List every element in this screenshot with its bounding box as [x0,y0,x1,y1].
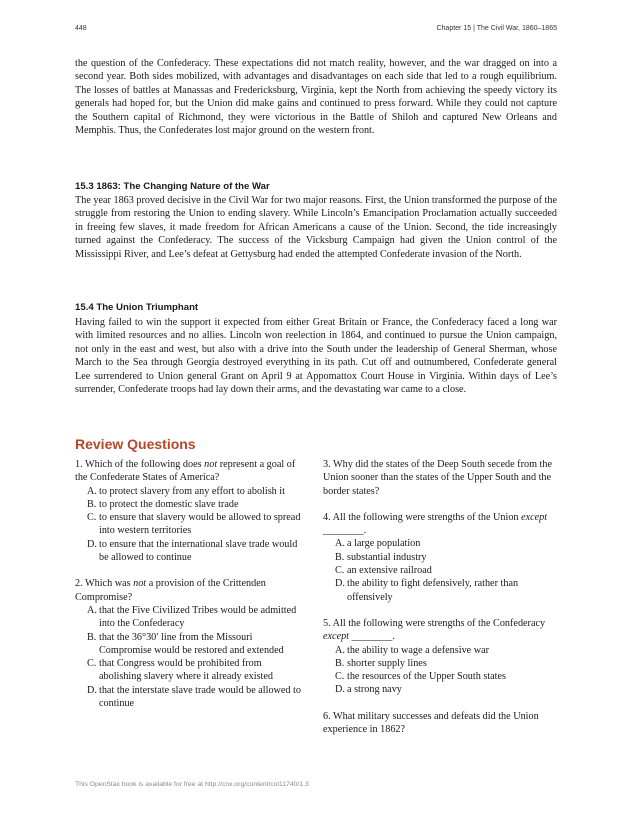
option-text: to ensure that the international slave trade would be allowed to continue [99,538,298,564]
option-text: the ability to wage a defensive war [347,644,490,656]
page-number: 448 [75,25,87,32]
answer-option [75,657,303,684]
option-letter: A. [335,644,345,656]
question-stem [323,710,555,737]
question-text: All the following were strengths of the Confederacy [332,617,546,629]
review-question [75,458,303,564]
option-letter: D. [335,684,345,696]
option-text: substantial industry [347,551,427,563]
review-question [323,710,555,737]
option-letter: C. [87,512,97,524]
review-column-right [323,458,555,749]
footer-note: This OpenStax book is available for free at http://cnx.org/content/col11740/1.3 [75,781,309,788]
option-text: the ability to fight defensively, rather than offensively [347,578,519,603]
question-emphasis: except [323,631,350,643]
answer-option [323,644,555,657]
running-header: Chapter 15 | The Civil War, 1860–1865 [436,25,557,32]
question-emphasis: not [133,578,147,590]
option-letter: D. [87,684,97,696]
question-emphasis: not [204,459,218,470]
review-question [75,577,303,710]
question-number: 6. [323,710,331,722]
option-letter: A. [87,604,97,616]
section-heading-15-4: 15.4 The Union Triumphant [75,302,199,313]
review-question [323,511,555,604]
review-column-left [75,458,303,723]
question-emphasis: except [521,511,548,523]
question-text-end: ________. [349,631,395,643]
answer-option [323,577,555,604]
question-text-end: ________. [323,525,367,537]
answer-options [323,644,555,697]
answer-option [75,538,303,565]
answer-option [75,684,303,711]
review-question [323,458,555,498]
question-text: Which was [85,578,134,590]
question-number: 1. [75,459,83,470]
section-heading-15-3: 15.3 1863: The Changing Nature of the War [75,181,270,192]
answer-option [323,670,555,683]
question-text-end: a provision of the Crittenden Compromise? [75,578,266,603]
answer-option [323,683,555,696]
option-text: to ensure that slavery would be allowed to spread into western territories [99,512,301,537]
answer-option [323,551,555,564]
question-stem [323,511,555,538]
question-stem [75,577,303,604]
answer-option [75,511,303,538]
option-text: to protect the domestic slave trade [99,498,239,510]
answer-options [323,537,555,603]
answer-option [323,537,555,550]
option-letter: B. [87,631,97,643]
option-letter: C. [335,565,345,577]
option-text: that the interstate slave trade would be allowed to continue [99,684,301,710]
option-letter: A. [87,485,97,497]
option-text: to protect slavery from any effort to abolish it [99,485,285,497]
option-text: shorter supply lines [347,657,427,669]
question-text: Which of the following does [85,459,205,470]
option-letter: D. [87,538,97,550]
answer-option [75,485,303,498]
answer-option [75,604,303,631]
answer-options [75,604,303,710]
option-letter: B. [335,551,345,563]
option-text: a large population [347,538,421,550]
question-text: What military successes and defeats did the Union experience in 1862? [323,710,539,736]
option-letter: B. [87,498,97,510]
answer-option [323,657,555,670]
option-letter: C. [335,671,345,683]
section-body-15-3: The year 1863 proved decisive in the Civil War for two major reasons. First, the Union transformed the purpose of the struggle from restoring the Union to ending slavery. While Lincoln’s Emancipation Proclamation actually succeeded in freeing few slaves, it made freedom for African Americans a cause of the Union. Second, the tide increasingly turned against the Confederacy. The success of the Vicksburg Campaign had given the Union control of the Mississippi River, and Lee’s defeat at Gettysburg had ended the attempted Confederate invasion of the North. [75,195,557,260]
answer-options [75,485,303,565]
question-text: Why did the states of the Deep South secede from the Union sooner than the states of the Upper South and the border states? [323,459,552,497]
answer-option [75,631,303,658]
option-text: a strong navy [347,684,402,696]
question-number: 2. [75,578,83,590]
intro-paragraph: the question of the Confederacy. These expectations did not match reality, however, and the war dragged on into a second year. Both sides mobilized, with advantages and disadvantages on each side that led to a rough equilibrium. The losses of battles at Manassas and Fredericksburg, Virginia, kept the North from achieving the speedy victory its generals had hoped for, but the Union did make gains and continued to press forward. While they could not capture the Southern capital of Richmond, they were victorious in the Battle of Shiloh and captured New Orleans and Memphis. Thus, the Confederates lost major ground on the western front. [75,58,557,137]
question-number: 4. [323,511,331,523]
question-stem [323,617,555,644]
option-text: the resources of the Upper South states [347,671,506,683]
option-text: that the 36°30′ line from the Missouri Compromise would be restored and extended [99,631,284,656]
answer-option [323,564,555,577]
answer-option [75,498,303,511]
option-letter: B. [335,657,345,669]
option-text: that Congress would be prohibited from abolishing slavery where it already existed [99,658,273,683]
option-text: that the Five Civilized Tribes would be admitted into the Confederacy [99,604,297,630]
question-stem [75,458,303,485]
review-questions-title: Review Questions [75,436,196,452]
question-text-end: represent a goal of the Confederate States of America? [75,459,296,484]
option-letter: C. [87,658,97,670]
question-number: 5. [323,617,331,629]
question-number: 3. [323,459,331,470]
question-text: All the following were strengths of the Union [332,511,522,523]
option-text: an extensive railroad [347,565,432,577]
question-stem [323,458,555,498]
option-letter: A. [335,538,345,550]
review-question [323,617,555,697]
section-body-15-4: Having failed to win the support it expected from either Great Britain or France, the Confederacy faced a long war with limited resources and no allies. Lincoln won reelection in 1864, and continued to pursue the Union campaign, not only in the east and west, but also with a drive into the South under the leadership of General Sherman, whose March to the Sea through Georgia destroyed everything in its path. Cut off and outnumbered, Confederate general Lee surrendered to Union general Grant on April 9 at Appomattox Court House in Virginia. Within days of Lee’s surrender, Confederate troops had lay down their arms, and the devastating war came to a close. [75,317,557,396]
option-letter: D. [335,578,345,590]
